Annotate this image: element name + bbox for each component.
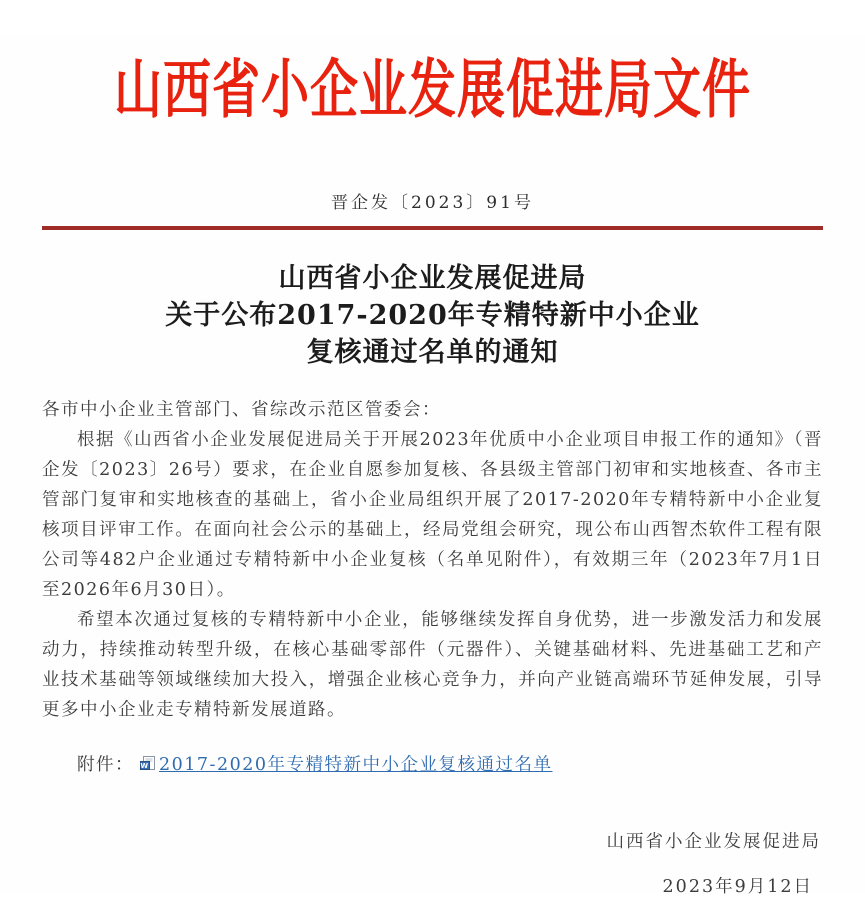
word-doc-attachment-icon[interactable]	[140, 756, 156, 771]
issuing-authority: 山西省小企业发展促进局	[606, 832, 821, 852]
attachment-row	[42, 751, 823, 776]
body-paragraph-1: 根据《山西省小企业发展促进局关于开展2023年优质中小企业项目申报工作的通知》（晋企发〔2023〕26号）要求，在企业自愿参加复核、各县级主管部门初审和实地核查、各市主管部门复审和实地核查的基础上，省小企业局组织开展了2017-2020年专精特新中小企业复核项目评审工作。在面向社会公示的基础上，经局党组会研究，现公布山西智杰软件工程有限公司等482户企业通过专精特新中小企业复核（名单见附件），有效期三年（2023年7月1日至2026年6月30日）。	[42, 430, 823, 600]
document-body	[42, 395, 823, 725]
letterhead	[42, 36, 823, 132]
svg-text:W: W	[140, 762, 150, 770]
attachment-link[interactable]	[134, 751, 552, 776]
attachment-label: 附件：	[77, 755, 134, 775]
body-paragraph-2: 希望本次通过复核的专精特新中小企业，能够继续发挥自身优势，进一步激发活力和发展动力，持续推动转型升级，在核心基础零部件（元器件）、关键基础材料、先进基础工艺和产业技术基础等领域继续加大投入，增强企业核心竞争力，并向产业链高端环节延伸发展，引导更多中小企业走专精特新发展道路。	[42, 610, 823, 720]
attachment-link-text[interactable]: 2017-2020年专精特新中小企业复核通过名单	[159, 755, 553, 775]
letterhead-title: 山西省小企业发展促进局文件	[113, 52, 751, 127]
document-title	[42, 260, 823, 371]
issue-date: 2023年9月12日	[662, 877, 813, 897]
document-title-line-1: 山西省小企业发展促进局	[278, 263, 587, 294]
signature-block	[42, 828, 823, 898]
document-title-line-3: 复核通过名单的通知	[306, 337, 559, 368]
official-document-page	[0, 36, 865, 897]
salutation: 各市中小企业主管部门、省综改示范区管委会：	[42, 400, 441, 420]
red-rule-divider	[42, 226, 823, 230]
document-number: 晋企发〔2023〕91号	[331, 193, 534, 213]
document-title-line-2: 关于公布2017-2020年专精特新中小企业	[165, 300, 700, 331]
